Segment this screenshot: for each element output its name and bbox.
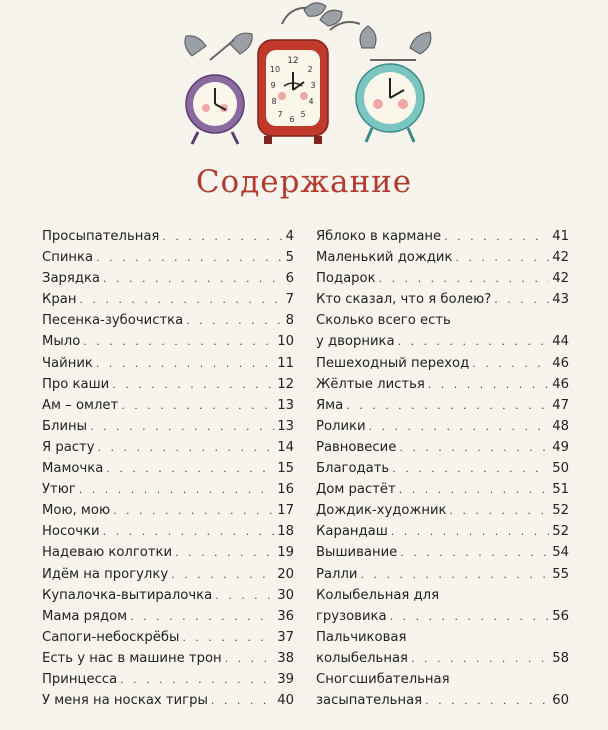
toc-entry bbox=[316, 226, 569, 247]
toc-entry-title: Жёлтые листья bbox=[316, 376, 425, 392]
toc-entry-page: 56 bbox=[552, 608, 569, 624]
toc-entry bbox=[316, 416, 569, 437]
toc-entry-title: у дворника bbox=[316, 334, 395, 350]
toc-entry-title: Сколько всего есть bbox=[316, 313, 451, 329]
toc-leader-dots bbox=[400, 542, 549, 563]
toc-entry-page: 58 bbox=[552, 650, 569, 666]
toc-leader-dots bbox=[90, 416, 274, 437]
toc-entry bbox=[316, 289, 569, 310]
toc-entry-title: Есть у нас в машине трон bbox=[42, 650, 222, 666]
toc-leader-dots bbox=[450, 500, 550, 521]
toc-entry-page: 16 bbox=[277, 482, 294, 498]
toc-entry bbox=[42, 669, 294, 690]
toc-leader-dots bbox=[103, 521, 275, 542]
toc-entry bbox=[316, 268, 569, 289]
toc-entry-title: Ралли bbox=[316, 566, 358, 582]
toc-entry-title: Сапоги-небоскрёбы bbox=[42, 629, 180, 645]
toc-entry-title: Мыло bbox=[42, 334, 81, 350]
toc-leader-dots bbox=[428, 374, 549, 395]
toc-right-column bbox=[316, 226, 569, 711]
toc-leader-dots bbox=[121, 395, 274, 416]
toc-entry-page: 8 bbox=[285, 313, 294, 329]
toc-leader-dots bbox=[391, 521, 549, 542]
toc-leader-dots bbox=[360, 564, 549, 585]
toc-entry bbox=[316, 606, 569, 627]
toc-leader-dots bbox=[390, 606, 550, 627]
toc-leader-dots bbox=[120, 669, 274, 690]
toc-entry-page: 52 bbox=[552, 524, 569, 540]
toc-entry-page: 42 bbox=[552, 271, 569, 287]
toc-entry-title: Подарок bbox=[316, 271, 376, 287]
toc-entry-page: 39 bbox=[277, 671, 294, 687]
toc-entry-title: Мамочка bbox=[42, 461, 104, 477]
svg-text:9: 9 bbox=[270, 81, 276, 90]
toc-entry-page: 41 bbox=[552, 229, 569, 244]
toc-entry-page: 40 bbox=[277, 693, 294, 709]
toc-entry bbox=[42, 374, 294, 395]
toc-entry bbox=[316, 353, 569, 374]
toc-leader-dots bbox=[444, 226, 549, 247]
toc-leader-dots bbox=[98, 437, 275, 458]
toc-entry bbox=[42, 648, 294, 669]
toc-leader-dots bbox=[182, 627, 274, 648]
toc-entry-page: 7 bbox=[285, 292, 294, 308]
toc-entry bbox=[316, 564, 569, 585]
toc-entry-title: Дом растёт bbox=[316, 482, 396, 498]
toc-entry-title: Купалочка-вытиралочка bbox=[42, 587, 213, 603]
toc-entry-page: 48 bbox=[552, 418, 569, 434]
toc-entry bbox=[316, 627, 569, 648]
toc-entry-title: Про каши bbox=[42, 376, 110, 392]
clocks-illustration bbox=[170, 0, 440, 150]
toc-entry-title: Зарядка bbox=[42, 271, 101, 287]
toc-entry bbox=[42, 627, 294, 648]
toc-entry bbox=[42, 606, 294, 627]
toc-entry-title: Чайник bbox=[42, 355, 93, 371]
toc-leader-dots bbox=[162, 226, 282, 247]
toc-entry-page: 30 bbox=[277, 587, 294, 603]
toc-entry bbox=[316, 669, 569, 690]
toc-leader-dots bbox=[472, 353, 549, 374]
toc-leader-dots bbox=[83, 331, 274, 352]
toc-entry-page: 17 bbox=[277, 503, 294, 519]
toc-entry bbox=[316, 648, 569, 669]
svg-text:3: 3 bbox=[310, 81, 316, 90]
toc-entry-title: Ролики bbox=[316, 418, 366, 434]
toc-entry bbox=[316, 437, 569, 458]
toc-entry-title: Карандаш bbox=[316, 524, 388, 540]
toc-entry-title: Утюг bbox=[42, 482, 76, 498]
toc-entry-title: Спинка bbox=[42, 250, 94, 266]
toc-entry-page: 6 bbox=[285, 271, 294, 287]
toc-entry-title: грузовика bbox=[316, 608, 387, 624]
toc-entry-title: колыбельная bbox=[316, 650, 408, 666]
toc-entry-page: 46 bbox=[552, 355, 569, 371]
toc-entry-title: Надеваю колготки bbox=[42, 545, 173, 561]
toc-leader-dots bbox=[399, 479, 550, 500]
toc-leader-dots bbox=[398, 331, 550, 352]
toc-entry-page: 11 bbox=[277, 355, 294, 371]
toc-entry-page: 12 bbox=[277, 376, 294, 392]
toc-leader-dots bbox=[112, 374, 274, 395]
toc-leader-dots bbox=[103, 268, 283, 289]
toc-entry bbox=[42, 437, 294, 458]
toc-entry bbox=[316, 521, 569, 542]
toc-entry-page: 10 bbox=[277, 334, 294, 350]
toc-entry bbox=[316, 690, 569, 711]
toc-entry-title: Маленький дождик bbox=[316, 250, 453, 266]
teal-alarm-clock-icon bbox=[356, 26, 431, 142]
toc-entry bbox=[42, 310, 294, 331]
toc-entry bbox=[42, 331, 294, 352]
toc-entry-page: 5 bbox=[285, 250, 294, 266]
toc-leader-dots bbox=[96, 247, 283, 268]
toc-entry bbox=[42, 247, 294, 268]
toc-entry-title: Мама рядом bbox=[42, 608, 128, 624]
toc-entry bbox=[42, 268, 294, 289]
toc-leader-dots bbox=[392, 458, 549, 479]
toc-entry-title: Пальчиковая bbox=[316, 629, 407, 645]
toc-leader-dots bbox=[79, 479, 274, 500]
toc-entry bbox=[42, 416, 294, 437]
toc-entry bbox=[42, 564, 294, 585]
svg-text:7: 7 bbox=[277, 110, 283, 119]
toc-entry-page: 55 bbox=[552, 566, 569, 582]
toc-entry-title: Кран bbox=[42, 292, 77, 308]
toc-entry-page: 42 bbox=[552, 250, 569, 266]
page-title: Содержание bbox=[195, 164, 413, 200]
toc-leader-dots bbox=[171, 564, 274, 585]
toc-entry bbox=[42, 542, 294, 563]
toc-entry bbox=[42, 500, 294, 521]
toc-entry-page: 19 bbox=[277, 545, 294, 561]
toc-entry-title: Сногсшибательная bbox=[316, 671, 450, 687]
toc-entry bbox=[42, 458, 294, 479]
toc-leader-dots bbox=[175, 542, 274, 563]
toc-entry-title: Пешеходный переход bbox=[316, 355, 470, 371]
toc-entry bbox=[316, 479, 569, 500]
toc-entry-title: Яблоко в кармане bbox=[316, 229, 442, 244]
toc-entry-page: 15 bbox=[277, 461, 294, 477]
toc-entry bbox=[42, 289, 294, 310]
toc-entry-title: Яма bbox=[316, 397, 344, 413]
svg-text:4: 4 bbox=[308, 97, 314, 106]
toc-entry-title: Вышивание bbox=[316, 545, 398, 561]
toc-leader-dots bbox=[225, 648, 275, 669]
toc-entry bbox=[316, 585, 569, 606]
toc-entry-page: 36 bbox=[277, 608, 294, 624]
toc-entry-page: 46 bbox=[552, 376, 569, 392]
toc-entry-page: 51 bbox=[552, 482, 569, 498]
toc-leader-dots bbox=[346, 395, 549, 416]
toc-entry-title: Принцесса bbox=[42, 671, 118, 687]
toc-entry-page: 38 bbox=[277, 650, 294, 666]
red-mantel-clock-icon bbox=[258, 3, 360, 144]
toc-entry-page: 60 bbox=[552, 693, 569, 709]
toc-leader-dots bbox=[96, 353, 274, 374]
toc-entry-page: 18 bbox=[277, 524, 294, 540]
toc-entry-page: 47 bbox=[552, 397, 569, 413]
toc-leader-dots bbox=[106, 458, 274, 479]
toc-entry-page: 13 bbox=[277, 397, 294, 413]
toc-leader-dots bbox=[369, 416, 550, 437]
toc-leader-dots bbox=[399, 437, 549, 458]
toc-entry bbox=[316, 310, 569, 331]
toc-leader-dots bbox=[494, 289, 549, 310]
toc-entry bbox=[316, 374, 569, 395]
toc-leader-dots bbox=[411, 648, 549, 669]
toc-entry-title: Я расту bbox=[42, 439, 95, 455]
toc-entry-title: Мою, мою bbox=[42, 503, 111, 519]
toc-entry-title: Благодать bbox=[316, 461, 390, 477]
toc-entry bbox=[316, 331, 569, 352]
toc-leader-dots bbox=[215, 585, 274, 606]
toc-entry-page: 50 bbox=[552, 461, 569, 477]
toc-entry bbox=[316, 500, 569, 521]
toc-entry bbox=[42, 690, 294, 711]
toc-entry-title: Кто сказал, что я болею? bbox=[316, 292, 492, 308]
svg-text:8: 8 bbox=[271, 97, 277, 106]
toc-leader-dots bbox=[186, 310, 282, 331]
toc-entry-title: Равновесие bbox=[316, 439, 397, 455]
toc-entry-page: 13 bbox=[277, 418, 294, 434]
toc-entry bbox=[42, 521, 294, 542]
toc-entry-title: Песенка-зубочистка bbox=[42, 313, 184, 329]
toc-leader-dots bbox=[79, 289, 282, 310]
svg-text:12: 12 bbox=[287, 56, 299, 66]
toc-left-column bbox=[42, 226, 294, 711]
toc-entry bbox=[42, 479, 294, 500]
toc-entry-page: 37 bbox=[277, 629, 294, 645]
toc-entry bbox=[42, 353, 294, 374]
svg-text:6: 6 bbox=[289, 115, 295, 124]
toc-entry-title: Просыпательная bbox=[42, 229, 160, 244]
toc-entry-page: 52 bbox=[552, 503, 569, 519]
toc-entry-title: Носочки bbox=[42, 524, 100, 540]
toc-leader-dots bbox=[379, 268, 550, 289]
toc-entry-page: 4 bbox=[285, 229, 294, 244]
toc-entry bbox=[42, 395, 294, 416]
toc-entry bbox=[316, 247, 569, 268]
toc-entry-title: Блины bbox=[42, 418, 88, 434]
toc-entry-title: Дождик-художник bbox=[316, 503, 447, 519]
toc-leader-dots bbox=[211, 690, 274, 711]
toc-entry-title: Ам – омлет bbox=[42, 397, 119, 413]
svg-text:2: 2 bbox=[307, 65, 313, 74]
toc-leader-dots bbox=[455, 247, 549, 268]
toc-entry bbox=[42, 226, 294, 247]
toc-entry-page: 14 bbox=[277, 439, 294, 455]
svg-text:10: 10 bbox=[269, 65, 281, 74]
toc-entry-page: 44 bbox=[552, 334, 569, 350]
toc-leader-dots bbox=[113, 500, 274, 521]
toc-entry bbox=[316, 395, 569, 416]
toc-entry-page: 43 bbox=[552, 292, 569, 308]
svg-text:5: 5 bbox=[300, 110, 306, 119]
toc-entry-page: 20 bbox=[277, 566, 294, 582]
toc-entry bbox=[42, 585, 294, 606]
toc-entry bbox=[316, 458, 569, 479]
toc-leader-dots bbox=[130, 606, 274, 627]
toc-entry-title: Колыбельная для bbox=[316, 587, 440, 603]
toc-entry-title: Идём на прогулку bbox=[42, 566, 169, 582]
toc-entry-title: У меня на носках тигры bbox=[42, 693, 208, 709]
toc-leader-dots bbox=[425, 690, 549, 711]
purple-alarm-clock-icon bbox=[185, 33, 252, 144]
toc-entry-page: 49 bbox=[552, 439, 569, 455]
toc-entry-title: засыпательная bbox=[316, 693, 423, 709]
toc-entry-page: 54 bbox=[552, 545, 569, 561]
toc-entry bbox=[316, 542, 569, 563]
